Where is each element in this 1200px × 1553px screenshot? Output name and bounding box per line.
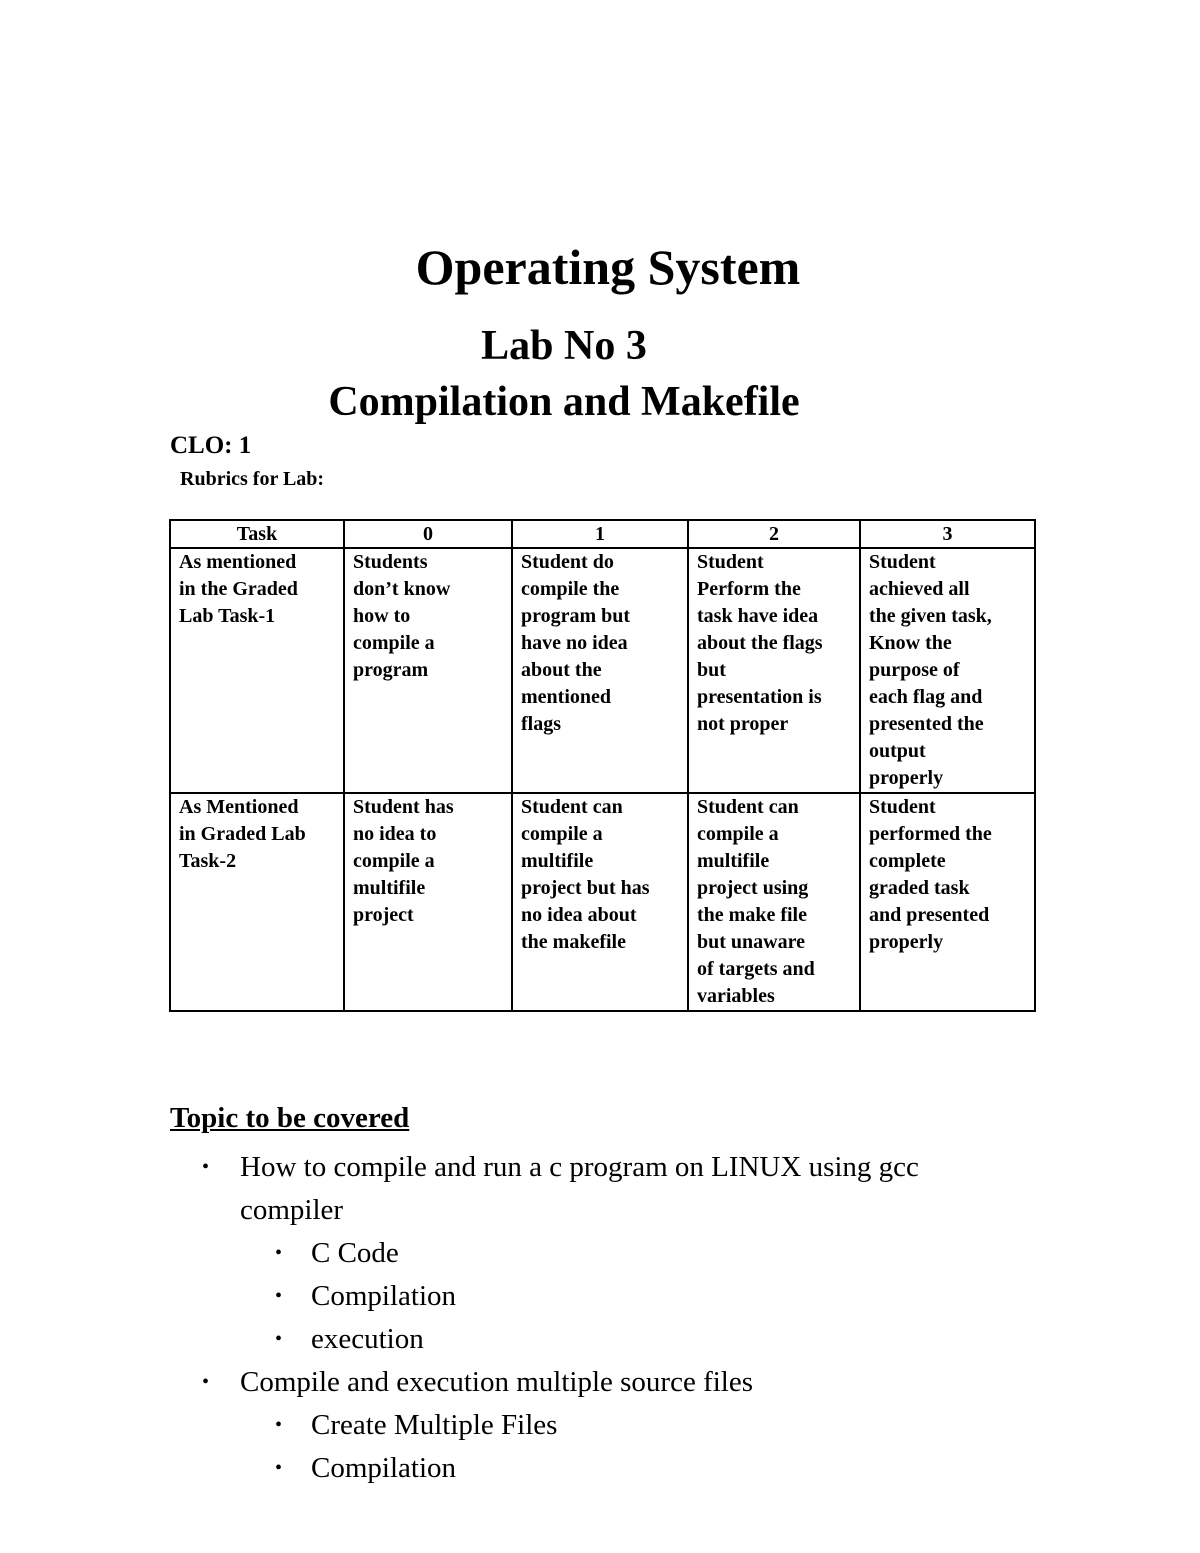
document-title: Operating System	[415, 239, 801, 295]
topics-list	[0, 1146, 1200, 1490]
rubric-cell-task	[170, 548, 344, 793]
list-item	[0, 1361, 1000, 1404]
cell-text: Student has no idea to compile a multifile project	[353, 796, 454, 926]
bullet-icon: •	[202, 1371, 210, 1393]
topics-heading: Topic to be covered	[170, 1102, 410, 1134]
rubric-cell-score-3	[860, 793, 1035, 1011]
cell-text: Student achieved all the given task, Know the purpose of each flag and presented the output properly	[869, 551, 992, 789]
list-item	[0, 1275, 1200, 1318]
list-item	[0, 1447, 1200, 1490]
rubric-header-score-3: 3	[860, 520, 1035, 548]
list-item	[0, 1232, 1200, 1275]
rubric-header-score-1: 1	[512, 520, 688, 548]
rubric-row-task-2	[170, 793, 1035, 1011]
cell-text: Student can compile a multifile project using the make file but unaware of targets and variables	[697, 796, 815, 1007]
rubric-cell-task	[170, 793, 344, 1011]
cell-text: Student performed the complete graded task and presented properly	[869, 796, 992, 953]
rubric-header-row	[170, 520, 1035, 548]
subtopic-label: Compilation	[311, 1452, 456, 1484]
cell-text: As mentioned in the Graded Lab Task-1	[179, 551, 298, 627]
lab-number: Lab No 3	[481, 323, 647, 369]
subtopic-label: Create Multiple Files	[311, 1409, 558, 1441]
clo-label: CLO: 1	[170, 432, 252, 459]
list-item	[0, 1146, 1000, 1232]
topic-label: Compile and execution multiple source files	[240, 1366, 754, 1398]
bullet-icon: •	[275, 1328, 283, 1350]
rubric-row-task-1	[170, 548, 1035, 793]
rubric-header-score-0: 0	[344, 520, 512, 548]
rubric-table	[169, 519, 1036, 1012]
bullet-icon: •	[275, 1242, 283, 1264]
bullet-icon: •	[275, 1414, 283, 1436]
rubrics-label: Rubrics for Lab:	[180, 468, 325, 490]
subtopic-label: C Code	[311, 1237, 399, 1269]
bullet-icon: •	[202, 1156, 210, 1178]
subtopic-label: execution	[311, 1323, 424, 1355]
rubric-header-task: Task	[170, 520, 344, 548]
rubric-cell-score-0	[344, 793, 512, 1011]
lab-title: Compilation and Makefile	[328, 379, 800, 425]
rubric-cell-score-2	[688, 793, 860, 1011]
cell-text: As Mentioned in Graded Lab Task-2	[179, 796, 306, 872]
cell-text: Student can compile a multifile project but has no idea about the makefile	[521, 796, 650, 953]
list-item	[0, 1404, 1200, 1447]
bullet-icon: •	[275, 1457, 283, 1479]
rubric-header-score-2: 2	[688, 520, 860, 548]
rubric-cell-score-3	[860, 548, 1035, 793]
bullet-icon: •	[275, 1285, 283, 1307]
list-item	[0, 1318, 1200, 1361]
cell-text: Students don’t know how to compile a program	[353, 551, 451, 681]
rubric-cell-score-1	[512, 793, 688, 1011]
subtopic-label: Compilation	[311, 1280, 456, 1312]
rubric-cell-score-1	[512, 548, 688, 793]
rubric-cell-score-0	[344, 548, 512, 793]
cell-text: Student Perform the task have idea about the flags but presentation is not proper	[697, 551, 823, 735]
cell-text: Student do compile the program but have no idea about the mentioned flags	[521, 551, 631, 735]
rubric-cell-score-2	[688, 548, 860, 793]
topic-label: How to compile and run a c program on LINUX using gcc compiler	[240, 1151, 919, 1226]
